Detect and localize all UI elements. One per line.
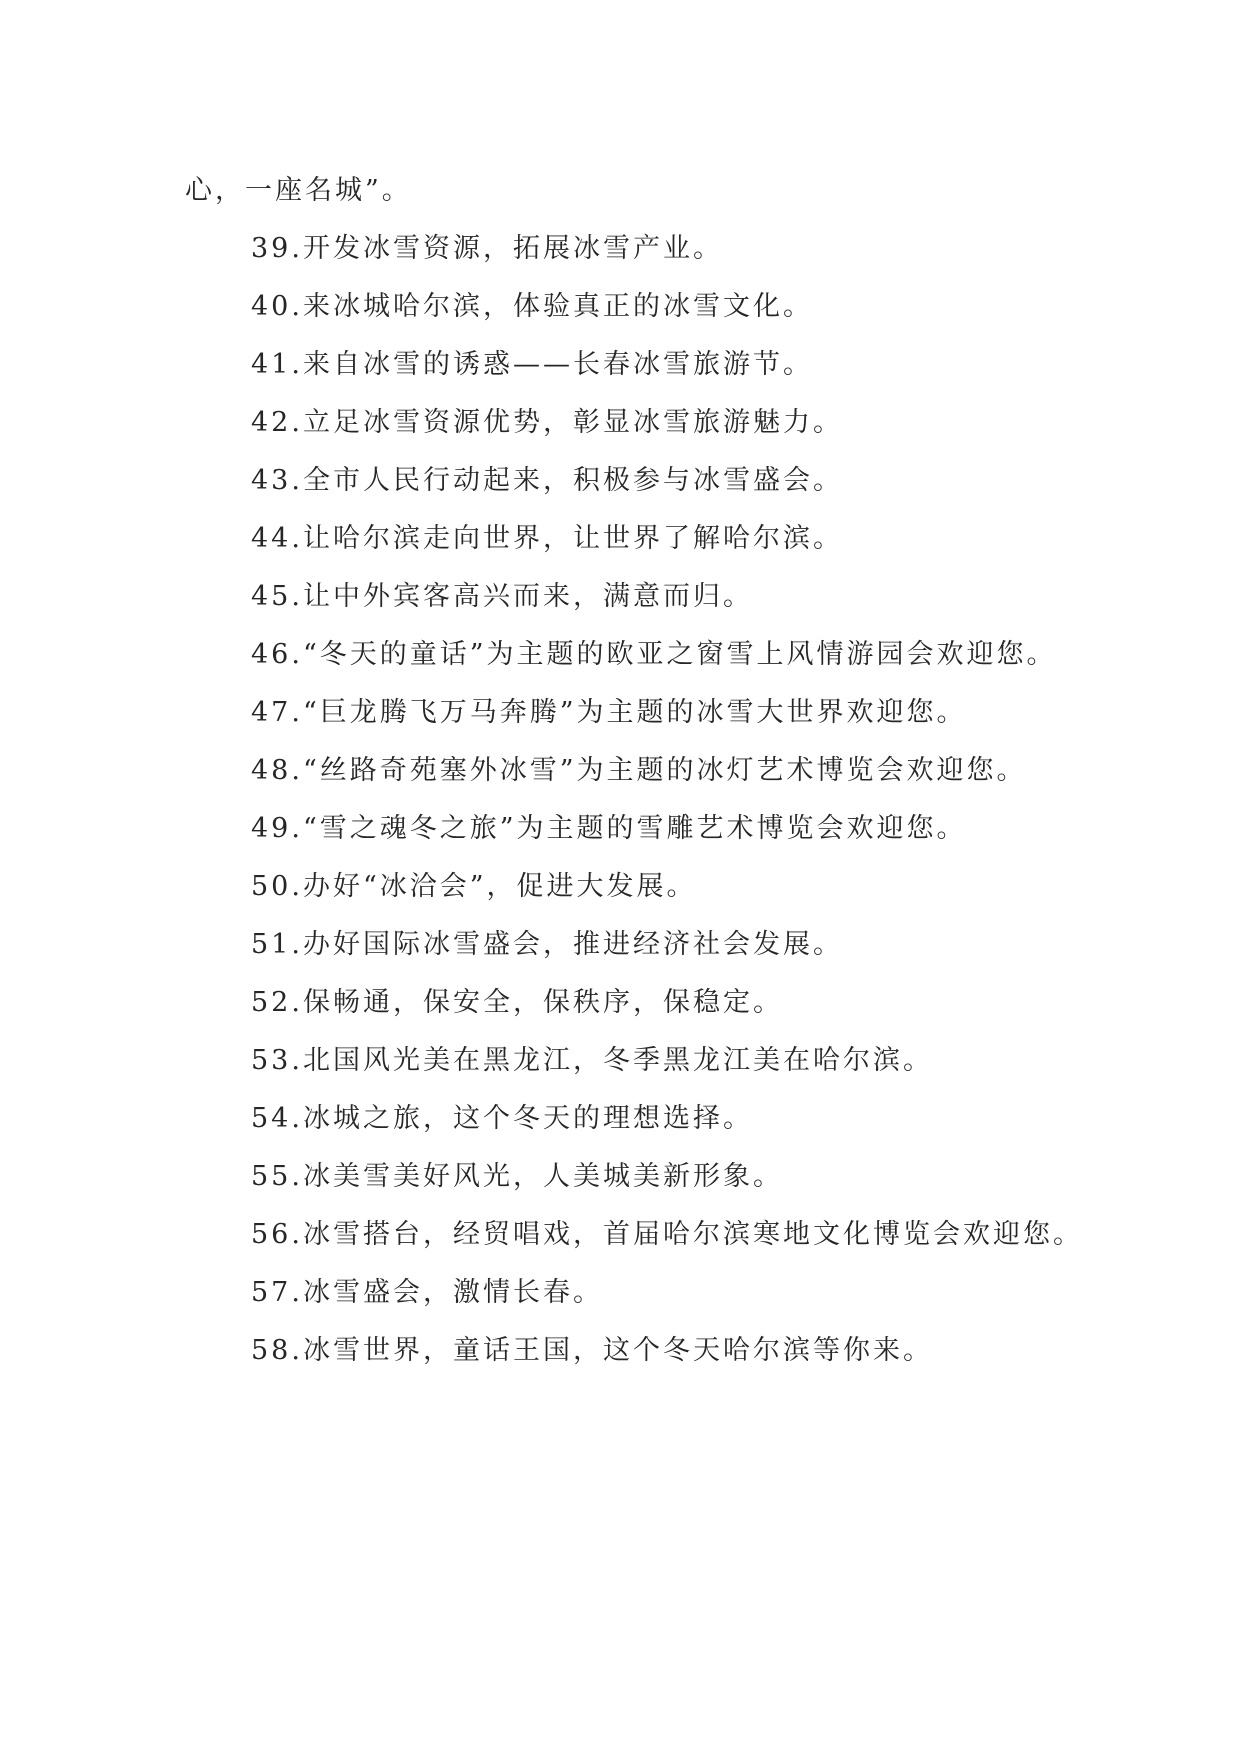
slogan-54: 54.冰城之旅，这个冬天的理想选择。 [251,1103,753,1134]
slogan-44: 44.让哈尔滨走向世界，让世界了解哈尔滨。 [251,523,843,554]
slogan-58: 58.冰雪世界，童话王国，这个冬天哈尔滨等你来。 [251,1335,933,1366]
slogan-57: 57.冰雪盛会，激情长春。 [251,1277,603,1308]
slogan-46: 46.“冬天的童话”为主题的欧亚之窗雪上风情游园会欢迎您。 [251,639,1057,670]
slogan-52: 52.保畅通，保安全，保秩序，保稳定。 [251,987,783,1018]
slogan-45: 45.让中外宾客高兴而来，满意而归。 [251,581,753,612]
slogan-56: 56.冰雪搭台，经贸唱戏，首届哈尔滨寒地文化博览会欢迎您。 [251,1219,1083,1250]
document-body [185,162,1085,1380]
slogan-51: 51.办好国际冰雪盛会，推进经济社会发展。 [251,929,843,960]
slogan-40: 40.来冰城哈尔滨，体验真正的冰雪文化。 [251,291,813,322]
slogan-48: 48.“丝路奇苑塞外冰雪”为主题的冰灯艺术博览会欢迎您。 [251,755,1027,786]
slogan-55: 55.冰美雪美好风光，人美城美新形象。 [251,1161,783,1192]
slogan-53: 53.北国风光美在黑龙江，冬季黑龙江美在哈尔滨。 [251,1045,933,1076]
slogan-43: 43.全市人民行动起来，积极参与冰雪盛会。 [251,465,843,496]
slogan-50: 50.办好“冰洽会”，促进大发展。 [251,871,697,902]
slogan-49: 49.“雪之魂冬之旅”为主题的雪雕艺术博览会欢迎您。 [251,813,967,844]
slogan-41: 41.来自冰雪的诱惑——长春冰雪旅游节。 [251,349,813,380]
slogan-47: 47.“巨龙腾飞万马奔腾”为主题的冰雪大世界欢迎您。 [251,697,967,728]
paragraph-continuation: 心，一座名城”。 [185,175,412,206]
slogan-42: 42.立足冰雪资源优势，彰显冰雪旅游魅力。 [251,407,843,438]
slogan-39: 39.开发冰雪资源，拓展冰雪产业。 [251,233,723,264]
